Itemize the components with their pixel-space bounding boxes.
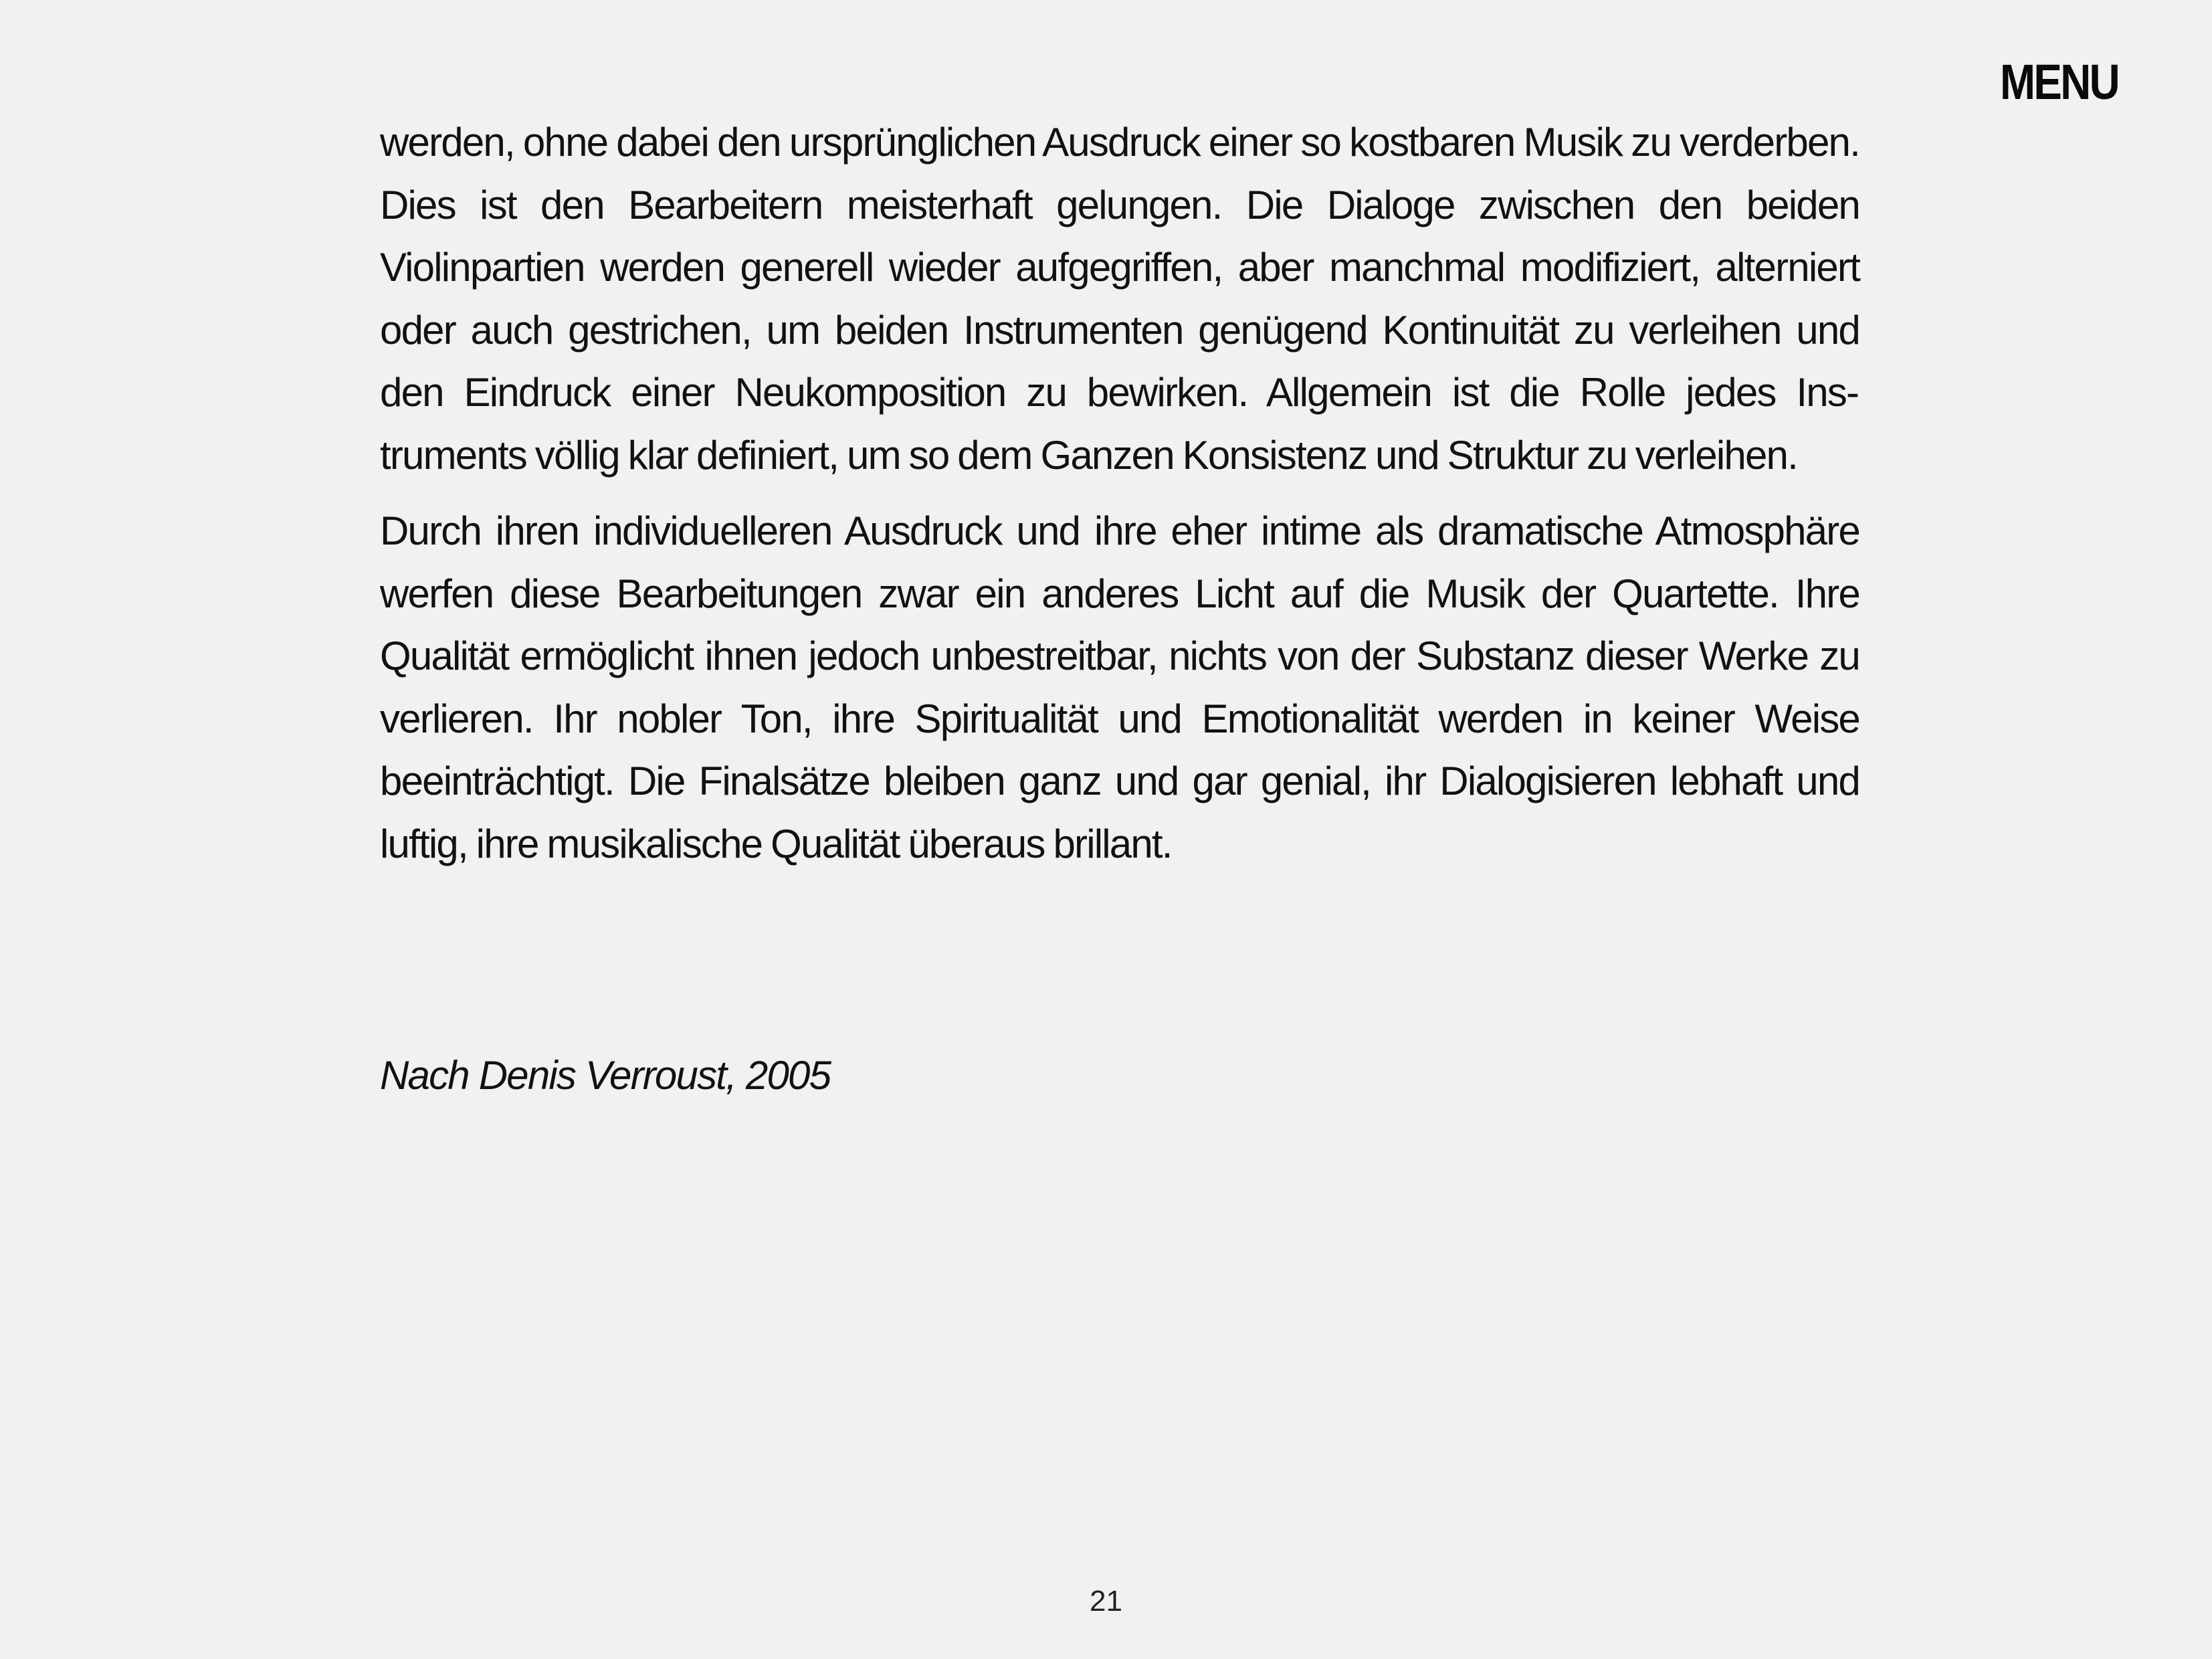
- menu-button[interactable]: MENU: [2000, 54, 2119, 110]
- paragraph: Durch ihren individuelleren Ausdruck und ihre eher intime als dramatische Atmosphäre werfen diese Bearbeitungen zwar ein anderes Licht auf die Musik der Quartette. Ihre Qualität ermöglicht ihnen jedoch unbestreitbar, nichts von der Substanz dieser Werke zu verlieren. Ihr nobler Ton, ihre Spiritualität und Emotionalität werden in keiner Weise beeinträchtigt. Die Finalsätze bleiben ganz und gar genial, ihr Dialogisieren lebhaft und luftig, ihre musikalische Qualität überaus brillant.: [380, 508, 1859, 866]
- attribution: Nach Denis Verroust, 2005: [380, 1053, 831, 1098]
- article-body: [380, 111, 1859, 875]
- page-number: 21: [1090, 1585, 1122, 1618]
- paragraph: werden, ohne dabei den ursprünglichen Ausdruck einer so kostbaren Musik zu verderben. Dies ist den Bearbeitern meisterhaft gelungen. Die Dialoge zwischen den beiden Violinpartien werden generell wieder aufgegriffen, aber manchmal modifiziert, alterniert oder auch gestrichen, um beiden Instrumenten genügend Kontinuität zu verleihen und den Eindruck einer Neukomposition zu bewirken. Allgemein ist die Rolle jedes Instruments völlig klar definiert, um so dem Ganzen Konsistenz und Struktur zu verleihen.: [380, 120, 1859, 478]
